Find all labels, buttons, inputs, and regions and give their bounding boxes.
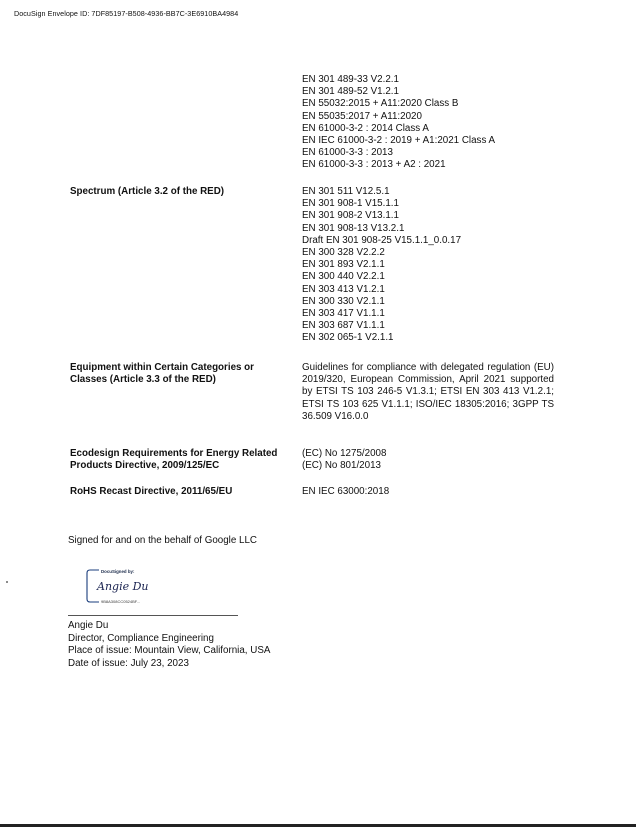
section-paragraph: Guidelines for compliance with delegated regulation (EU) 2019/320, European Commission, April 2021 supported by ETSI TS 103 246-5 V1.3.1; ETSI EN 303 413 V1.2.1; ETSI TS 103 625 V1.1.1; ISO/IEC 18305:2016; 3GPP TS 36.509 V16.0.0 [302, 362, 554, 422]
section-label: RoHS Recast Directive, 2011/65/EU [70, 486, 233, 497]
standard-item: EN 61000-3-2 : 2014 Class A [302, 122, 429, 134]
standard-item: (EC) No 1275/2008 [302, 448, 387, 459]
standard-item: EN 55032:2015 + A11:2020 Class B [302, 98, 459, 110]
signature-code: 9B8A308CC0524BF... [101, 599, 141, 604]
standard-item: EN 61000-3-3 : 2013 + A2 : 2021 [302, 159, 446, 171]
section-values [302, 74, 554, 172]
signed-for-statement: Signed for and on the behalf of Google LLC [68, 535, 258, 546]
stray-mark [6, 581, 8, 583]
standard-item: EN 303 417 V1.1.1 [302, 308, 385, 320]
standard-item: Draft EN 301 908-25 V15.1.1_0.0.17 [302, 234, 462, 246]
handwritten-signature: Angie Du [97, 580, 149, 593]
section-values [302, 186, 554, 345]
standard-item: EN IEC 61000-3-2 : 2019 + A1:2021 Class A [302, 135, 496, 147]
section-values [302, 486, 554, 498]
signer-name: Angie Du [68, 620, 109, 631]
docusign-signature-block [85, 566, 165, 606]
standard-item: EN 301 908-2 V13.1.1 [302, 210, 399, 222]
standard-item: EN 300 328 V2.2.2 [302, 247, 385, 259]
standard-item: EN 301 489-52 V1.2.1 [302, 86, 399, 98]
place-of-issue: Place of issue: Mountain View, California, USA [68, 645, 271, 657]
standard-item: (EC) No 801/2013 [302, 460, 381, 472]
section-label: Equipment within Certain Categories or Classes (Article 3.3 of the RED) [70, 362, 254, 386]
date-of-issue: Date of issue: July 23, 2023 [68, 657, 189, 669]
standard-item: EN 301 908-1 V15.1.1 [302, 198, 399, 210]
standard-item: EN 301 893 V2.1.1 [302, 259, 385, 271]
standard-item: EN 301 908-13 V13.2.1 [302, 222, 405, 234]
standard-item: EN 303 687 V1.1.1 [302, 320, 385, 332]
standard-item: EN 300 330 V2.1.1 [302, 295, 385, 307]
standard-item: EN 303 413 V1.2.1 [302, 283, 385, 295]
envelope-id: DocuSign Envelope ID: 7DF85197-B508-4936-BB7C-3E6910BA4984 [14, 9, 239, 18]
section-label: Spectrum (Article 3.2 of the RED) [70, 186, 225, 197]
docusigned-by-label: DocuSigned by: [101, 569, 135, 574]
standard-item: EN 301 489-33 V2.2.1 [302, 74, 399, 85]
signature-line [68, 615, 238, 616]
standard-item: EN 300 440 V2.2.1 [302, 271, 385, 283]
section-label: Ecodesign Requirements for Energy Related Products Directive, 2009/125/EC [70, 448, 278, 472]
signature-bracket [85, 566, 165, 606]
signer-title: Director, Compliance Engineering [68, 633, 214, 645]
signer-details [68, 620, 270, 670]
standard-item: EN 61000-3-3 : 2013 [302, 147, 393, 159]
standard-item: EN IEC 63000:2018 [302, 486, 390, 497]
standard-item: EN 302 065-1 V2.1.1 [302, 332, 394, 344]
standard-item: EN 301 511 V12.5.1 [302, 186, 390, 197]
section-values [302, 448, 554, 472]
standard-item: EN 55035:2017 + A11:2020 [302, 110, 422, 122]
